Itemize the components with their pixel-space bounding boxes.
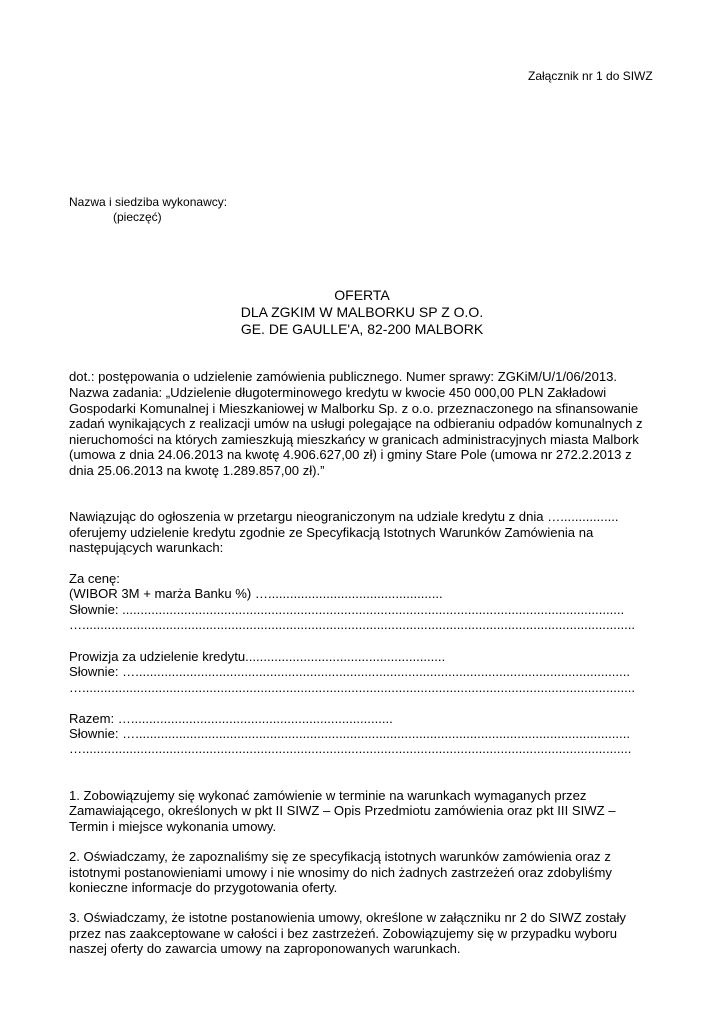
intro-line: Nawiązując do ogłoszenia w przetargu nieograniczonym na udziale kredytu z dnia …................ <box>69 509 619 524</box>
point-line: przez nas zaakceptowane w całości i bez zastrzeżeń. Zobowiązujemy się w przypadku wyboru <box>69 926 618 941</box>
contractor-stamp: (pieczęć) <box>113 210 162 224</box>
total-words-field: Słownie: …........................................................................................................................................ <box>69 726 630 741</box>
price-words-continuation: …........................................................................................................................................................ <box>69 617 636 632</box>
title-offer: OFERTA <box>334 287 390 303</box>
point-line: 2. Oświadczamy, że zapoznaliśmy się ze specyfikacją istotnych warunków zamówienia oraz z <box>69 849 611 864</box>
subject-line: (umowa z dnia 24.06.2013 na kwotę 4.906.627,00 zł) i gminy Stare Pole (umowa nr 272.2.2013 z <box>69 447 632 462</box>
subject-line: zadań wynikających z realizacji umów na usługi polegające na odbieraniu odpadów komunalnych z <box>69 416 643 431</box>
intro-line: następujących warunkach: <box>69 540 224 555</box>
subject-line: Nazwa zadania: „Udzielenie długoterminowego kredytu w kwocie 450 000,00 PLN Zakładowi <box>69 385 607 400</box>
price-words-field: Słownie: .......................................................................................................................................... <box>69 602 625 617</box>
subject-line: dot.: postępowania o udzielenie zamówienia publicznego. Numer sprawy: ZGKiM/U/1/06/2013. <box>69 369 618 384</box>
title-address: GE. DE GAULLE'A, 82-200 MALBORK <box>240 321 484 337</box>
subject-line: nieruchomości na których zamieszkują mieszkańcy w granicach administracyjnych miasta Malbork <box>69 432 639 447</box>
point-line: konieczne informacje do przygotowania oferty. <box>69 880 338 895</box>
subject-line: Gospodarki Komunalnej i Mieszkaniowej w Malborku Sp. z o.o. przeznaczonego na sfinansowanie <box>69 401 639 416</box>
point-line: naszej oferty do zawarcia umowy na zaproponowanych warunkach. <box>69 941 461 956</box>
point-line: Termin i miejsce wykonania umowy. <box>69 819 277 834</box>
title-recipient: DLA ZGKIM W MALBORKU SP Z O.O. <box>240 304 484 320</box>
point-line: istotnymi postanowieniami umowy i nie wnosimy do nich żadnych zastrzeżeń oraz zdobyliśmy <box>69 865 612 880</box>
total-field: Razem: …........................................................................ <box>69 711 393 726</box>
subject-line: dnia 25.06.2013 na kwotę 1.289.857,00 zł).” <box>69 463 325 478</box>
commission-words-continuation: …........................................................................................................................................................ <box>69 680 636 695</box>
total-words-continuation: …....................................................................................................................................................... <box>69 741 632 756</box>
commission-words-field: Słownie: …........................................................................................................................................ <box>69 664 630 679</box>
contractor-label: Nazwa i siedziba wykonawcy: <box>69 195 228 209</box>
price-label: Za cenę: <box>69 571 120 586</box>
price-wibor-field: (WIBOR 3M + marża Banku %) …................................................ <box>69 586 443 601</box>
point-line: 1. Zobowiązujemy się wykonać zamówienie w terminie na warunkach wymaganych przez <box>69 788 587 803</box>
commission-field: Prowizja za udzielenie kredytu....................................................... <box>69 649 446 664</box>
attachment-note: Załącznik nr 1 do SIWZ <box>528 69 653 83</box>
intro-line: oferujemy udzielenie kredytu zgodnie ze Specyfikacją Istotnych Warunków Zamówienia na <box>69 525 594 540</box>
point-line: Zamawiającego, określonych w pkt II SIWZ – Opis Przedmiotu zamówienia oraz pkt III SIWZ – <box>69 803 616 818</box>
point-line: 3. Oświadczamy, że istotne postanowienia umowy, określone w załączniku nr 2 do SIWZ zostały <box>69 910 626 925</box>
